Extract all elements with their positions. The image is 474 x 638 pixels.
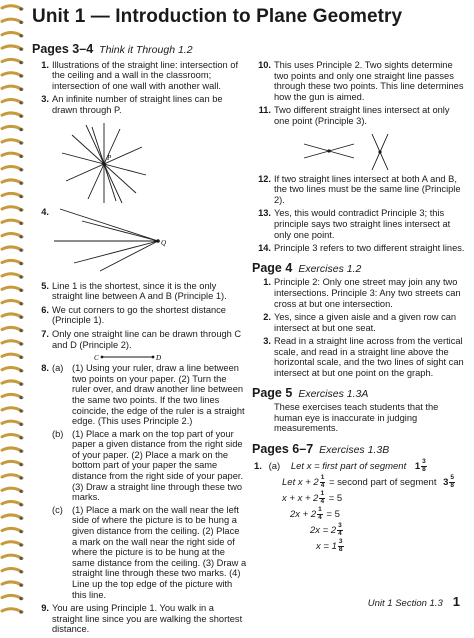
line-cd-figure (50, 351, 265, 363)
binding-hole (19, 101, 22, 104)
answer-item-10: 10. This uses Principle 2. Two sights determine two points and only one straight line passes through these two points. This line determines how the gun is aimed. (258, 60, 464, 102)
svg-text:C: C (94, 354, 99, 363)
binding-hole (19, 423, 22, 426)
spiral-ring (2, 126, 22, 129)
spiral-ring (2, 33, 22, 36)
answer-item-6: 6. We cut corners to go the shortest distance (Principle 1). (41, 304, 226, 326)
binding-hole (19, 436, 22, 439)
answer-item-11: 11. Two different straight lines intersect at only one point (Principle 3). (258, 105, 450, 126)
binding-hole (19, 61, 22, 64)
binding-hole (19, 235, 22, 238)
answer-8b: (b) (1) Place a mark on the top part of your paper a given distance from the right side of your paper. (2) Place a mark on the bottom part of your paper the same distance from the right side of your paper. (3) Draw a straight line through these two marks. (52, 428, 244, 503)
exercise-6-item-1 (254, 459, 466, 555)
exercise-4-item-2: 2. Yes, since a given aisle and a given row can intersect at but one seat. (263, 312, 457, 333)
binding-hole (19, 597, 22, 600)
spiral-ring (2, 515, 22, 518)
spiral-ring (2, 46, 22, 49)
answer-item-3: 3. An infinite number of straight lines can be drawn through P. (41, 94, 223, 115)
spiral-ring (2, 73, 22, 76)
spiral-ring (2, 609, 22, 612)
answer-item-7: 7. Only one straight line can be drawn through C and D (Principle 2). (41, 328, 242, 350)
spiral-ring (2, 314, 22, 317)
right-column (254, 60, 466, 558)
binding-hole (19, 463, 22, 466)
binding-hole (19, 74, 22, 77)
answer-8a: (a) (1) Using your ruler, draw a line between two points on your paper. (2) Turn the ruler over, and draw another line between the same two points. If the two lines coincide, the edge of the ruler is a straight edge. (This uses Principle 2.) (52, 363, 245, 427)
binding-hole (19, 88, 22, 91)
spiral-ring (2, 19, 22, 22)
rays-to-point-figure (52, 207, 247, 273)
spiral-ring (2, 502, 22, 505)
binding-hole (19, 476, 22, 479)
equation-line-4: 2x + 2 $\frac{1}{4}$ = 5 (290, 506, 340, 521)
binding-hole (19, 155, 22, 158)
binding-hole (19, 141, 22, 144)
binding-hole (19, 356, 22, 359)
binding-hole (19, 302, 22, 305)
section-heading-page-4: Page 4 Exercises 1.2 (252, 260, 362, 275)
binding-hole (19, 570, 22, 573)
binding-hole (19, 48, 22, 51)
binding-hole (19, 208, 22, 211)
lines-through-point-figure (32, 119, 247, 207)
spiral-ring (2, 595, 22, 598)
svg-text:D: D (156, 354, 162, 363)
binding-hole (19, 557, 22, 560)
spiral-ring (2, 86, 22, 89)
spiral-ring (2, 6, 22, 9)
binding-hole (19, 222, 22, 225)
binding-hole (19, 115, 22, 118)
spiral-ring (2, 247, 22, 250)
binding-hole (19, 409, 22, 412)
spiral-ring (2, 488, 22, 491)
answer-item-12: 12. If two straight lines intersect at both A and B, the two lines must be the same line (Principle 2). (258, 173, 461, 205)
spiral-ring (2, 301, 22, 304)
binding-hole (19, 275, 22, 278)
spiral-ring (2, 220, 22, 223)
spiral-ring (2, 113, 22, 116)
answer-item-13: 13. Yes, this would contradict Principle 3; this principle says two straight lines intersect at only one point. (258, 208, 451, 240)
spiral-ring (2, 327, 22, 330)
binding-hole (19, 195, 22, 198)
binding-hole (19, 329, 22, 332)
section-heading-pages-6-7: Pages 6–7 Exercises 1.3B (252, 442, 390, 457)
exercise-4-item-3: 3. Read in a straight line across from the vertical scale, and read in a straight line above the horizontal scale, and the two lines of sight can intersect at but one point on the graph. (263, 336, 464, 379)
answer-item-8: 8. (a) (1) Using your ruler, draw a line between two points on your paper. (2) Turn the ruler over, and draw another line between the same two points. If the two lines coincide, the edge of the ruler is a straight edge. (This uses Principle 2.) (b) (1) Place a mark on the top part of your paper a given distance from the right side of your paper. (2) Place a mark on the bottom part of your paper the same distance from the right side of your paper. (3) Draw a straight line through these two marks. (c) (1) Place a mark on the wall near the left side of where the picture is to be hung a given distance from the ceiling. (2) Place a mark on the wall near the right side of where the picture is to be hung at the same distance from the ceiling. (3) Draw a straight line through these two marks. (4) Line up the top edge of the picture with this line. (41, 363, 247, 600)
section-heading-page-5: Page 5 Exercises 1.3A (252, 385, 369, 400)
spiral-ring (2, 193, 22, 196)
binding-hole (19, 342, 22, 345)
spiral-ring (2, 381, 22, 384)
answer-item-4: 4. Q (32, 207, 247, 273)
spiral-ring (2, 234, 22, 237)
equation-line-5: 2x = 2 $\frac{3}{4}$ (310, 522, 342, 537)
binding-hole (19, 289, 22, 292)
point-p-label: P (107, 153, 112, 162)
binding-hole (19, 543, 22, 546)
spiral-ring (2, 100, 22, 103)
binding-hole (19, 128, 22, 131)
spiral-ring (2, 448, 22, 451)
binding-hole (19, 369, 22, 372)
page-title: Unit 1 — Introduction to Plane Geometry (32, 6, 403, 27)
binding-hole (19, 249, 22, 252)
intersecting-lines-figure (254, 130, 466, 174)
binding-hole (19, 517, 22, 520)
spiral-ring (2, 555, 22, 558)
page-footer: Unit 1 Section 1.3 1 (367, 594, 460, 609)
exercise-5-text: These exercises teach students that the human eye is inaccurate in judging measurements. (274, 402, 439, 434)
spiral-ring (2, 287, 22, 290)
spiral-ring (2, 260, 22, 263)
spiral-ring (2, 542, 22, 545)
binding-hole (19, 610, 22, 613)
spiral-binding (0, 0, 26, 619)
binding-hole (19, 490, 22, 493)
binding-hole (19, 503, 22, 506)
equation-block (254, 459, 466, 555)
spiral-ring (2, 207, 22, 210)
spiral-ring (2, 274, 22, 277)
spiral-ring (2, 140, 22, 143)
answer-8c: (c) (1) Place a mark on the wall near the left side of where the picture is to be hung a given distance from the ceiling. (2) Place a mark on the wall near the right side of where the picture is to be hung at the same distance from the ceiling. (3) Draw a straight line through these two marks. (4) Line up the top edge of the picture with this line. (52, 504, 247, 600)
binding-hole (19, 530, 22, 533)
binding-hole (19, 450, 22, 453)
answer-item-5: 5. Line 1 is the shortest, since it is the only straight line between A and B (Principle 1). (41, 280, 227, 302)
binding-hole (19, 262, 22, 265)
left-column (32, 44, 247, 638)
equation-line-3: x + x + 2 $\frac{1}{4}$ = 5 (282, 490, 343, 505)
spiral-ring (2, 475, 22, 478)
spiral-ring (2, 408, 22, 411)
spiral-ring (2, 368, 22, 371)
binding-hole (19, 584, 22, 587)
answer-item-9: 9. You are using Principle 1. You walk in a straight line since you are walking the shortest distance. (41, 603, 243, 635)
binding-hole (19, 396, 22, 399)
answer-item-14: 14. Principle 3 refers to two different straight lines. (258, 243, 465, 254)
binding-hole (19, 182, 22, 185)
spiral-ring (2, 59, 22, 62)
spiral-ring (2, 354, 22, 357)
spiral-ring (2, 421, 22, 424)
spiral-ring (2, 461, 22, 464)
point-q-label: Q (161, 238, 167, 247)
equation-line-6: x = 1 $\frac{3}{8}$ (316, 538, 343, 553)
worksheet-page (26, 0, 474, 635)
binding-hole (19, 316, 22, 319)
spiral-ring (2, 435, 22, 438)
spiral-ring (2, 153, 22, 156)
binding-hole (19, 383, 22, 386)
spiral-ring (2, 167, 22, 170)
spiral-ring (2, 528, 22, 531)
answer-item-1: 1. Illustrations of the straight line: intersection of the ceiling and a wall in the classroom; intersection of one wall with another wall. (41, 59, 239, 91)
binding-hole (19, 7, 22, 10)
binding-hole (19, 21, 22, 24)
spiral-ring (2, 180, 22, 183)
section-heading-pages-3-4: Pages 3–4 Think it Through 1.2 (32, 42, 193, 56)
equation-line-2: Let x + 2 $\frac{1}{4}$ = second part of segment 3 $\frac{5}{8}$ (282, 474, 455, 489)
equation-line-1: 1. (a) Let x = first part of segment 1 $\frac{3}{8}$ (254, 458, 426, 473)
spiral-ring (2, 394, 22, 397)
exercise-4-item-1: 1. Principle 2: Only one street may join any two intersections. Principle 3: Any two streets can cross at but one intersection. (263, 277, 461, 309)
spiral-ring (2, 341, 22, 344)
page-number: 1 (452, 594, 460, 609)
spiral-ring (2, 582, 22, 585)
binding-hole (19, 168, 22, 171)
binding-hole (19, 34, 22, 37)
spiral-ring (2, 569, 22, 572)
